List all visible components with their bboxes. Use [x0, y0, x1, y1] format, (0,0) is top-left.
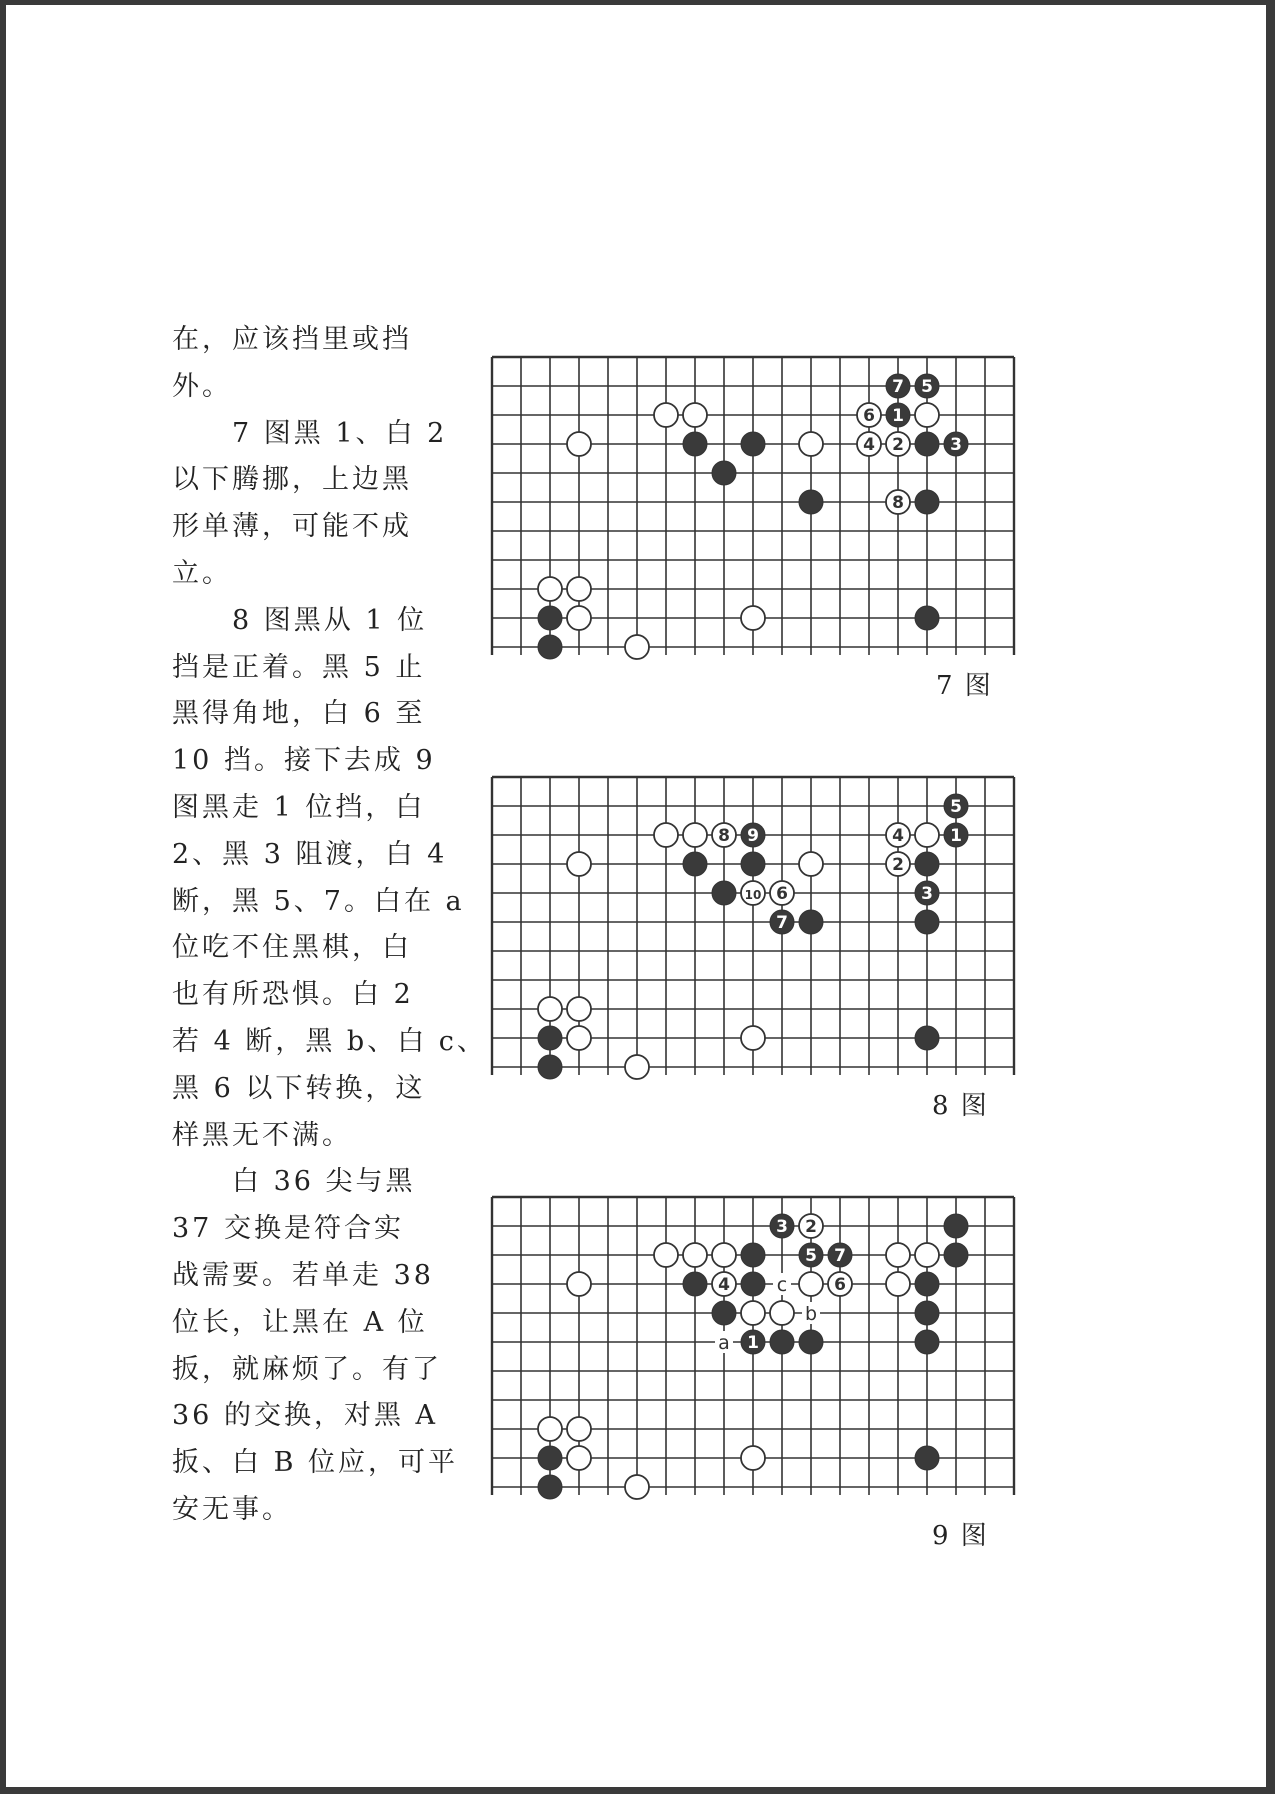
black-stone	[683, 432, 707, 456]
white-stone	[915, 823, 939, 847]
text-line: 也有所恐惧。白 2	[172, 979, 414, 1011]
white-stone	[770, 1301, 794, 1325]
black-stone	[538, 635, 562, 659]
black-stone	[915, 432, 939, 456]
black-stone	[799, 1330, 823, 1354]
move-number: 1	[950, 826, 962, 846]
white-stone	[567, 432, 591, 456]
white-stone	[741, 1026, 765, 1050]
black-stone	[944, 432, 968, 456]
text-line: 形单薄，可能不成	[172, 511, 412, 543]
text-line: 战需要。若单走 38	[172, 1260, 434, 1291]
white-stone	[567, 1272, 591, 1296]
white-stone	[857, 432, 881, 456]
black-stone	[538, 1055, 562, 1079]
white-stone	[770, 881, 794, 905]
white-stone	[625, 1055, 649, 1079]
black-stone	[944, 1243, 968, 1267]
black-stone	[538, 1446, 562, 1470]
black-stone	[944, 794, 968, 818]
white-stone	[741, 881, 765, 905]
black-stone	[538, 606, 562, 630]
black-stone	[915, 1026, 939, 1050]
text-line: 以下腾挪，上边黑	[172, 464, 412, 496]
black-stone	[915, 606, 939, 630]
white-stone	[625, 635, 649, 659]
black-stone	[741, 823, 765, 847]
white-stone	[857, 403, 881, 427]
black-stone	[741, 432, 765, 456]
white-stone	[915, 403, 939, 427]
move-number: 5	[950, 797, 962, 817]
black-stone	[741, 1272, 765, 1296]
text-line: 外。	[172, 370, 232, 402]
move-number: 8	[892, 493, 904, 513]
move-number: 7	[834, 1246, 846, 1266]
white-stone	[712, 823, 736, 847]
document-page	[6, 5, 1266, 1787]
text-line: 样黑无不满。	[172, 1119, 352, 1151]
move-number: 8	[718, 826, 730, 846]
move-number: 6	[776, 884, 788, 904]
move-number: 2	[892, 855, 904, 875]
text-line: 黑 6 以下转换，这	[172, 1072, 426, 1104]
white-stone	[567, 997, 591, 1021]
black-stone	[915, 490, 939, 514]
white-stone	[886, 1243, 910, 1267]
text-line: 立。	[172, 558, 232, 589]
black-stone	[915, 1301, 939, 1325]
text-line: 位长，让黑在 A 位	[172, 1306, 428, 1338]
white-stone	[886, 432, 910, 456]
diagram-caption-8: 8 图	[932, 1091, 989, 1121]
white-stone	[567, 1026, 591, 1050]
text-line: 位吃不住黑棋，白	[172, 932, 412, 964]
white-stone	[683, 1243, 707, 1267]
white-stone	[567, 1446, 591, 1470]
white-stone	[654, 403, 678, 427]
black-stone	[770, 1214, 794, 1238]
black-stone	[741, 1243, 765, 1267]
point-mark: c	[776, 1274, 788, 1296]
move-number: 7	[776, 913, 788, 933]
white-stone	[625, 1475, 649, 1499]
white-stone	[799, 432, 823, 456]
white-stone	[741, 1301, 765, 1325]
move-number: 4	[892, 826, 904, 846]
white-stone	[886, 490, 910, 514]
white-stone	[799, 852, 823, 876]
white-stone	[915, 1243, 939, 1267]
point-mark: a	[718, 1332, 730, 1354]
move-number: 4	[863, 435, 875, 455]
go-diagram-7	[476, 345, 1016, 665]
move-number: 6	[863, 406, 875, 426]
move-number: 9	[747, 826, 759, 846]
move-number: 4	[718, 1275, 730, 1295]
text-line: 8 图黑从 1 位	[172, 604, 428, 636]
move-number: 1	[747, 1333, 759, 1353]
black-stone	[683, 852, 707, 876]
go-board	[476, 345, 1016, 665]
white-stone	[567, 577, 591, 601]
white-stone	[683, 823, 707, 847]
white-stone	[538, 577, 562, 601]
white-stone	[886, 1272, 910, 1296]
black-stone	[712, 881, 736, 905]
black-stone	[741, 852, 765, 876]
white-stone	[567, 852, 591, 876]
black-stone	[915, 1272, 939, 1296]
move-number: 2	[805, 1217, 817, 1237]
black-stone	[915, 910, 939, 934]
white-stone	[712, 1243, 736, 1267]
white-stone	[886, 852, 910, 876]
text-line: 37 交换是符合实	[172, 1213, 404, 1245]
move-number: 3	[776, 1217, 788, 1237]
white-stone	[712, 1272, 736, 1296]
white-stone	[799, 1272, 823, 1296]
white-stone	[654, 823, 678, 847]
black-stone	[712, 461, 736, 485]
black-stone	[538, 1475, 562, 1499]
move-number: 5	[921, 377, 933, 397]
move-number: 3	[921, 884, 933, 904]
move-number: 3	[950, 435, 962, 455]
text-line: 在，应该挡里或挡	[172, 324, 412, 355]
black-stone	[538, 1026, 562, 1050]
black-stone	[799, 1243, 823, 1267]
move-number: 1	[892, 406, 904, 426]
move-number: 5	[805, 1246, 817, 1266]
black-stone	[944, 1214, 968, 1238]
go-board	[476, 765, 1016, 1085]
black-stone	[915, 1330, 939, 1354]
text-line: 黑得角地，白 6 至	[172, 698, 426, 730]
black-stone	[915, 881, 939, 905]
white-stone	[886, 823, 910, 847]
black-stone	[886, 403, 910, 427]
text-line: 2、黑 3 阻渡，白 4	[172, 838, 448, 870]
white-stone	[828, 1272, 852, 1296]
black-stone	[915, 374, 939, 398]
move-number: 6	[834, 1275, 846, 1295]
move-number: 7	[892, 377, 904, 397]
black-stone	[741, 1330, 765, 1354]
text-line: 7 图黑 1、白 2	[172, 417, 448, 449]
white-stone	[567, 606, 591, 630]
text-line: 若 4 断，黑 b、白 c、	[172, 1026, 487, 1057]
white-stone	[799, 1214, 823, 1238]
black-stone	[915, 852, 939, 876]
diagram-caption-7: 7 图	[936, 671, 993, 701]
text-line: 图黑走 1 位挡，白	[172, 792, 426, 823]
black-stone	[886, 374, 910, 398]
white-stone	[741, 1446, 765, 1470]
text-line: 36 的交换，对黑 A	[172, 1400, 439, 1432]
text-line: 白 36 尖与黑	[172, 1166, 416, 1198]
black-stone	[828, 1243, 852, 1267]
go-diagram-9	[476, 1185, 1016, 1505]
black-stone	[712, 1301, 736, 1325]
point-mark: b	[804, 1303, 818, 1325]
text-line: 断，黑 5、7。白在 a	[172, 885, 465, 917]
text-line: 扳、白 B 位应，可平	[172, 1447, 459, 1479]
white-stone	[538, 997, 562, 1021]
text-line: 挡是正着。黑 5 止	[172, 651, 426, 683]
black-stone	[799, 490, 823, 514]
black-stone	[799, 910, 823, 934]
text-line: 安无事。	[172, 1494, 292, 1525]
go-board	[476, 1185, 1016, 1505]
text-line: 10 挡。接下去成 9	[172, 745, 436, 777]
black-stone	[770, 910, 794, 934]
black-stone	[770, 1330, 794, 1354]
white-stone	[654, 1243, 678, 1267]
black-stone	[944, 823, 968, 847]
white-stone	[538, 1417, 562, 1441]
white-stone	[567, 1417, 591, 1441]
move-number: 10	[744, 888, 762, 902]
go-diagram-8	[476, 765, 1016, 1085]
black-stone	[915, 1446, 939, 1470]
diagram-caption-9: 9 图	[932, 1521, 989, 1551]
text-line: 扳，就麻烦了。有了	[172, 1353, 442, 1385]
black-stone	[683, 1272, 707, 1296]
move-number: 2	[892, 435, 904, 455]
white-stone	[683, 403, 707, 427]
white-stone	[741, 606, 765, 630]
